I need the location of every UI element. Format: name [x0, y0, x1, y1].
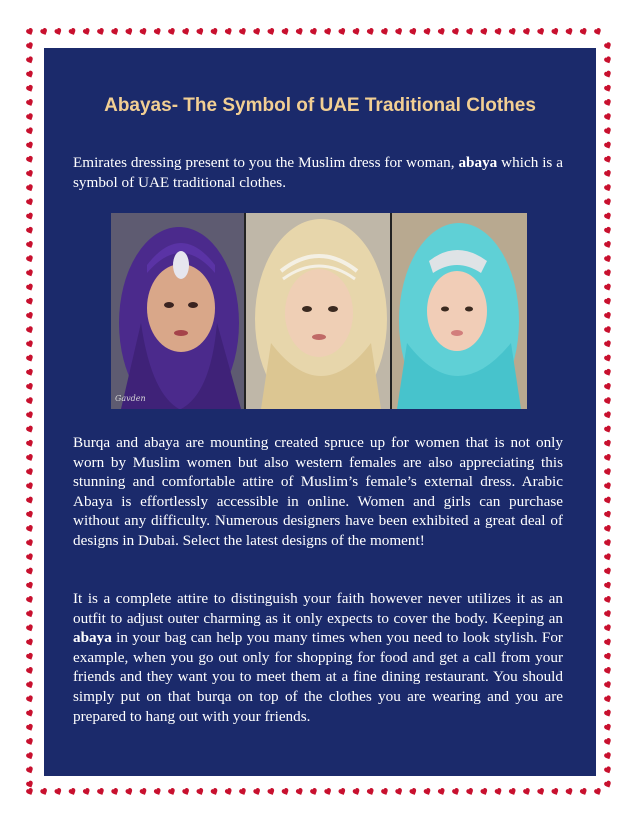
heart-icon	[565, 27, 574, 36]
heart-icon	[309, 787, 318, 796]
heart-icon	[25, 425, 34, 434]
heart-icon	[579, 787, 588, 796]
heart-icon	[603, 354, 612, 363]
heart-icon	[537, 27, 546, 36]
heart-icon	[603, 695, 612, 704]
heart-icon	[603, 269, 612, 278]
heart-icon	[603, 610, 612, 619]
heart-icon	[409, 27, 418, 36]
heart-icon	[494, 787, 503, 796]
heart-icon	[603, 155, 612, 164]
heart-icon	[25, 56, 34, 65]
heart-icon	[25, 84, 34, 93]
heart-icon	[281, 27, 290, 36]
heart-icon	[25, 723, 34, 732]
heart-icon	[25, 141, 34, 150]
heart-icon	[551, 787, 560, 796]
heart-icon	[508, 27, 517, 36]
heart-icon	[167, 787, 176, 796]
heart-icon	[603, 70, 612, 79]
heart-icon	[167, 27, 176, 36]
heart-icon	[295, 787, 304, 796]
heart-icon	[537, 787, 546, 796]
heart-icon	[82, 27, 91, 36]
heart-icon	[603, 510, 612, 519]
heart-icon	[579, 27, 588, 36]
heart-icon	[25, 212, 34, 221]
heart-icon	[603, 411, 612, 420]
heart-icon	[603, 226, 612, 235]
heart-icon	[267, 787, 276, 796]
heart-icon	[25, 226, 34, 235]
heart-icon	[603, 326, 612, 335]
heart-icon	[603, 666, 612, 675]
heart-icon	[603, 169, 612, 178]
heart-icon	[437, 787, 446, 796]
heart-icon	[603, 425, 612, 434]
heart-icon	[352, 27, 361, 36]
heart-icon	[466, 27, 475, 36]
heart-icon	[253, 27, 262, 36]
heart-icon	[338, 27, 347, 36]
heart-icon	[603, 723, 612, 732]
heart-icon	[196, 27, 205, 36]
heart-icon	[593, 27, 602, 36]
heart-icon	[25, 752, 34, 761]
heart-icon	[25, 326, 34, 335]
heart-icon	[565, 787, 574, 796]
heart-icon	[603, 567, 612, 576]
heart-icon	[111, 27, 120, 36]
heart-icon	[281, 787, 290, 796]
heart-icon	[352, 787, 361, 796]
heart-icon	[25, 553, 34, 562]
heart-icon	[380, 787, 389, 796]
heart-icon	[111, 787, 120, 796]
heart-icon	[480, 27, 489, 36]
heart-icon	[603, 42, 612, 51]
heart-icon	[603, 127, 612, 136]
heart-icon	[210, 27, 219, 36]
heart-icon	[96, 787, 105, 796]
heart-icon	[139, 27, 148, 36]
heart-icon	[25, 709, 34, 718]
photo-credit: Gavden	[115, 394, 146, 403]
abaya-hijab-photo	[111, 213, 527, 409]
heart-icon	[466, 787, 475, 796]
heart-icon	[267, 27, 276, 36]
heart-icon	[25, 681, 34, 690]
heart-icon	[25, 155, 34, 164]
heart-icon	[551, 27, 560, 36]
heart-icon	[395, 27, 404, 36]
heart-icon	[25, 411, 34, 420]
heart-icon	[603, 397, 612, 406]
burqa-paragraph: Burqa and abaya are mounting created spruce up for women that is not only worn by Muslim women but also western females are also appreciating this stunning and comfortable attire of Muslim’s female’s external dress. Arabic Abaya is effortlessly accessible in online. Women and girls can purchase without any difficulty. Numerous designers have been exhibited a great deal of designs in Dubai. Select the latest designs of the moment!	[73, 434, 563, 549]
heart-icon	[603, 311, 612, 320]
heart-icon	[603, 496, 612, 505]
heart-icon	[182, 787, 191, 796]
heart-icon	[603, 539, 612, 548]
heart-icon	[494, 27, 503, 36]
heart-icon	[603, 553, 612, 562]
heart-icon	[603, 212, 612, 221]
heart-icon	[25, 468, 34, 477]
heart-icon	[224, 787, 233, 796]
page-title: Abayas- The Symbol of UAE Traditional Clothes	[104, 95, 536, 116]
intro-paragraph: Emirates dressing present to you the Muslim dress for woman, abaya which is a symbol of UAE traditional clothes.	[73, 154, 563, 191]
heart-icon	[522, 787, 531, 796]
heart-icon	[25, 595, 34, 604]
heart-icon	[603, 84, 612, 93]
heart-icon	[603, 624, 612, 633]
heart-icon	[25, 737, 34, 746]
heart-icon	[153, 27, 162, 36]
heart-icon	[25, 70, 34, 79]
heart-icon	[25, 539, 34, 548]
heart-icon	[25, 354, 34, 363]
heart-icon	[366, 27, 375, 36]
heart-icon	[25, 113, 34, 122]
heart-icon	[238, 787, 247, 796]
heart-icon	[25, 340, 34, 349]
heart-icon	[603, 709, 612, 718]
heart-icon	[25, 780, 34, 789]
heart-icon	[603, 382, 612, 391]
heart-icon	[603, 524, 612, 533]
heart-icon	[603, 638, 612, 647]
heart-icon	[603, 439, 612, 448]
heart-icon	[182, 27, 191, 36]
heart-icon	[25, 169, 34, 178]
heart-icon	[139, 787, 148, 796]
heart-icon	[603, 255, 612, 264]
heart-icon	[603, 468, 612, 477]
heart-icon	[603, 113, 612, 122]
heart-icon	[25, 397, 34, 406]
heart-icon	[603, 780, 612, 789]
heart-icon	[40, 27, 49, 36]
heart-icon	[480, 787, 489, 796]
heart-icon	[25, 283, 34, 292]
heart-icon	[25, 27, 34, 36]
heart-icon	[423, 787, 432, 796]
heart-icon	[338, 787, 347, 796]
heart-icon	[25, 581, 34, 590]
heart-icon	[437, 27, 446, 36]
heart-icon	[522, 27, 531, 36]
heart-icon	[25, 482, 34, 491]
heart-icon	[603, 98, 612, 107]
heart-icon	[25, 311, 34, 320]
heart-icon	[54, 787, 63, 796]
heart-icon	[25, 368, 34, 377]
heart-icon	[25, 240, 34, 249]
heart-icon	[603, 368, 612, 377]
heart-icon	[25, 787, 34, 796]
heart-icon	[25, 652, 34, 661]
heart-icon	[603, 766, 612, 775]
heart-icon	[68, 787, 77, 796]
heart-icon	[25, 567, 34, 576]
heart-icon	[210, 787, 219, 796]
heart-icon	[40, 787, 49, 796]
heart-icon	[380, 27, 389, 36]
heart-icon	[451, 787, 460, 796]
heart-icon	[25, 382, 34, 391]
heart-icon	[153, 787, 162, 796]
heart-icon	[238, 27, 247, 36]
heart-icon	[603, 752, 612, 761]
heart-icon	[125, 27, 134, 36]
heart-icon	[68, 27, 77, 36]
heart-icon	[25, 127, 34, 136]
heart-icon	[423, 27, 432, 36]
heart-icon	[324, 787, 333, 796]
heart-icon	[25, 510, 34, 519]
heart-icon	[603, 340, 612, 349]
heart-icon	[25, 255, 34, 264]
heart-icon	[603, 453, 612, 462]
heart-icon	[508, 787, 517, 796]
heart-icon	[409, 787, 418, 796]
heart-icon	[603, 184, 612, 193]
heart-icon	[25, 666, 34, 675]
heart-icon	[603, 283, 612, 292]
heart-icon	[295, 27, 304, 36]
heart-icon	[25, 184, 34, 193]
heart-icon	[25, 98, 34, 107]
heart-icon	[25, 42, 34, 51]
heart-icon	[593, 787, 602, 796]
heart-icon	[25, 453, 34, 462]
heart-icon	[603, 737, 612, 746]
heart-icon	[395, 787, 404, 796]
heart-icon	[366, 787, 375, 796]
heart-icon	[25, 269, 34, 278]
keyword-abaya: abaya	[458, 154, 498, 171]
heart-icon	[603, 482, 612, 491]
heart-icon	[451, 27, 460, 36]
keyword-abaya-2: abaya	[73, 629, 112, 647]
heart-icon	[25, 297, 34, 306]
heart-icon	[96, 27, 105, 36]
heart-icon	[603, 581, 612, 590]
heart-icon	[25, 610, 34, 619]
attire-paragraph: It is a complete attire to distinguish your faith however never utilizes it as an outfit to adjust outer charming as it only expects to cover the body. Keeping an abaya in your bag can help you many times when you need to look stylish. For example, when you go out only for shopping for food and get a call from your friends and they want you to meet them at a fine dining restaurant. You should simply put on that burqa on top of the clothes you are wearing and you are prepared to hang out with your friends.	[73, 590, 563, 725]
heart-icon	[25, 439, 34, 448]
heart-icon	[603, 297, 612, 306]
heart-icon	[603, 56, 612, 65]
heart-icon	[82, 787, 91, 796]
heart-icon	[25, 624, 34, 633]
heart-icon	[309, 27, 318, 36]
heart-icon	[603, 595, 612, 604]
heart-icon	[603, 652, 612, 661]
heart-icon	[25, 496, 34, 505]
heart-icon	[25, 695, 34, 704]
heart-icon	[324, 27, 333, 36]
heart-icon	[603, 240, 612, 249]
heart-icon	[196, 787, 205, 796]
heart-icon	[603, 198, 612, 207]
heart-icon	[125, 787, 134, 796]
heart-icon	[603, 681, 612, 690]
heart-icon	[25, 766, 34, 775]
heart-icon	[253, 787, 262, 796]
heart-icon	[224, 27, 233, 36]
heart-icon	[25, 198, 34, 207]
heart-icon	[25, 638, 34, 647]
heart-icon	[54, 27, 63, 36]
heart-icon	[603, 141, 612, 150]
heart-icon	[25, 524, 34, 533]
